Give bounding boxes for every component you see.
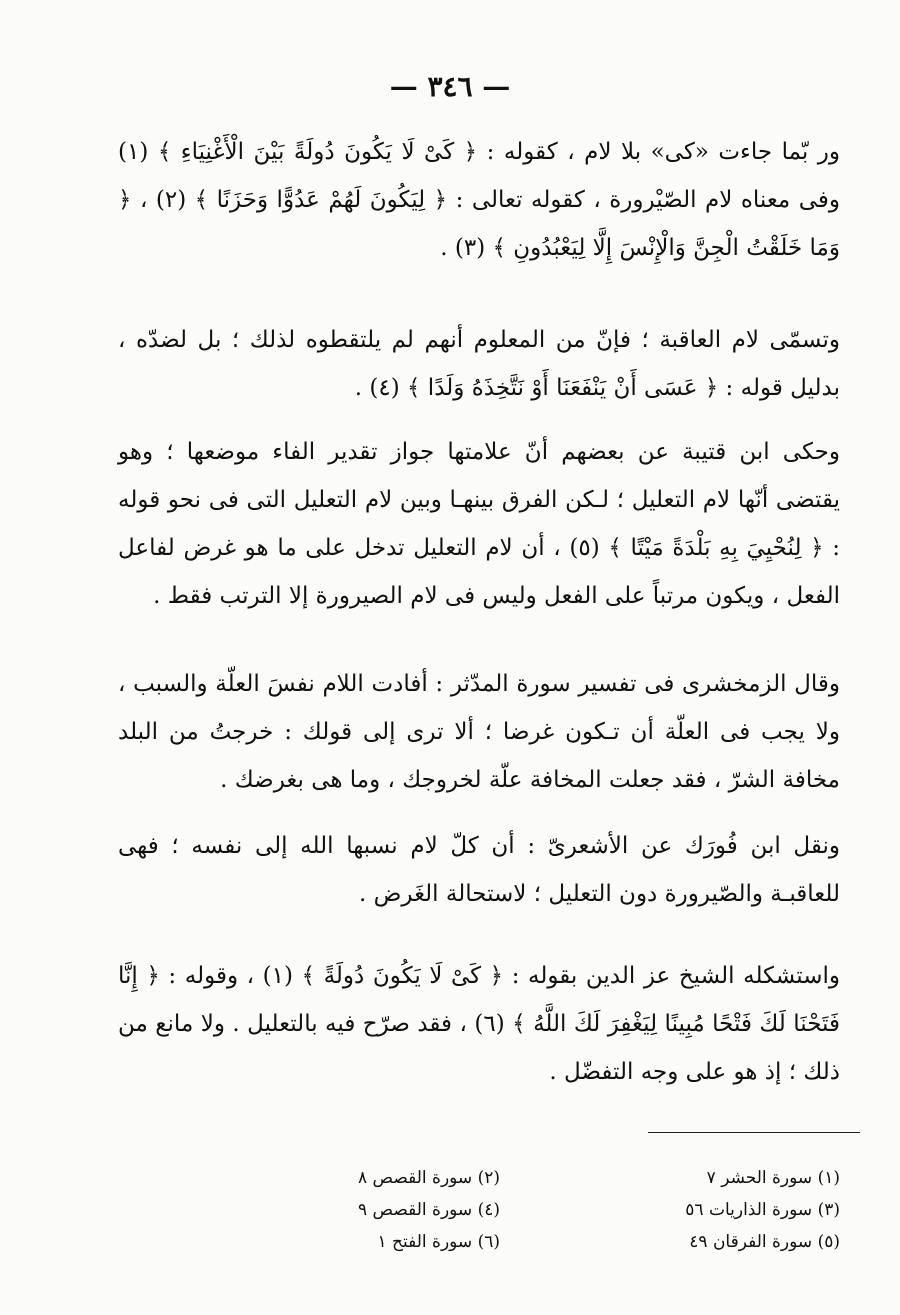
footnote-divider [648,1132,860,1133]
paragraph-lam-al-aqiba: وتسمّى لام العاقبة ؛ فإنّ من المعلوم أنهم لم يلتقطوه لذلك ؛ بل لضدّه ، بدليل قوله : ﴿ عَسَى أَنْ يَنْفَعَنَا أَوْ نَتَّخِذَهُ وَلَدًا ﴾ (٤) . [118,327,840,401]
footnote-6: (٦) سورة الفتح ١ [377,1232,500,1252]
paragraph-zamakhshari: وقال الزمخشرى فى تفسير سورة المدّثر : أفادت اللام نفسَ العلّة والسبب ، ولا يجب فى العلّة أن تـكون غرضا ؛ ألا ترى إلى قولك : خرجتُ من البلد مخافة الشرّ ، فقد جعلت المخافة علّة لخروجك ، وما هى بغرضك . [118,671,840,793]
footnotes-left-column [300,1162,500,1258]
footnote-5: (٥) سورة الفرقان ٤٩ [689,1232,840,1252]
footnote-2: (٢) سورة القصص ٨ [358,1168,500,1188]
paragraph-ibn-qutayba: وحكى ابن قتيبة عن بعضهم أنّ علامتها جواز تقدير الفاء موضعها ؛ وهو يقتضى أنّها لام التعليل ؛ لـكن الفرق بينهـا وبين لام التعليل التى فى نحو قوله : ﴿ لِنُحْيِيَ بِهِ بَلْدَةً مَيْتًا ﴾ (٥) ، أن لام التعليل تدخل على ما هو غرض لفاعل الفعل ، ويكون مرتباً على الفعل وليس فى لام الصيرورة إلا الترتب فقط . [118,439,840,609]
paragraph-ibn-furak: ونقل ابن فُورَك عن الأشعرىّ : أن كلّ لام نسبها الله إلى نفسه ؛ فهى للعاقبـة والصّيرورة دون التعليل ؛ لاستحالة الغَرض . [118,833,840,907]
footnote-1: (١) سورة الحشر ٧ [706,1168,840,1188]
paragraph-kay-without-lam: ور بّما جاءت «كى» بلا لام ، كقوله : ﴿ كَىْ لَا يَكُونَ دُولَةً بَيْنَ الْأَغْنِيَاءِ ﴾ (١) وفى معناه لام الصّيْرورة ، كقوله تعالى : ﴿ لِيَكُونَ لَهُمْ عَدُوًّا وَحَزَنًا ﴾ (٢) ، ﴿ وَمَا خَلَقْتُ الْجِنَّ وَالْإِنْسَ إِلَّا لِيَعْبُدُونِ ﴾ (٣) . [118,139,841,261]
paragraph-izz-al-din: واستشكله الشيخ عز الدين بقوله : ﴿ كَىْ لَا يَكُونَ دُولَةً ﴾ (١) ، وقوله : ﴿ إِنَّا فَتَحْنَا لَكَ فَتْحًا مُبِينًا لِيَغْفِرَ لَكَ اللَّهُ ﴾ (٦) ، فقد صرّح فيه بالتعليل . ولا مانع من ذلك ؛ إذ هو على وجه التفضّل . [118,963,840,1085]
page-number: — ٣٤٦ — [389,70,511,103]
footnote-4: (٤) سورة القصص ٩ [358,1200,500,1220]
footnotes-right-column [620,1162,840,1258]
footnote-3: (٣) سورة الذاريات ٥٦ [685,1200,840,1220]
